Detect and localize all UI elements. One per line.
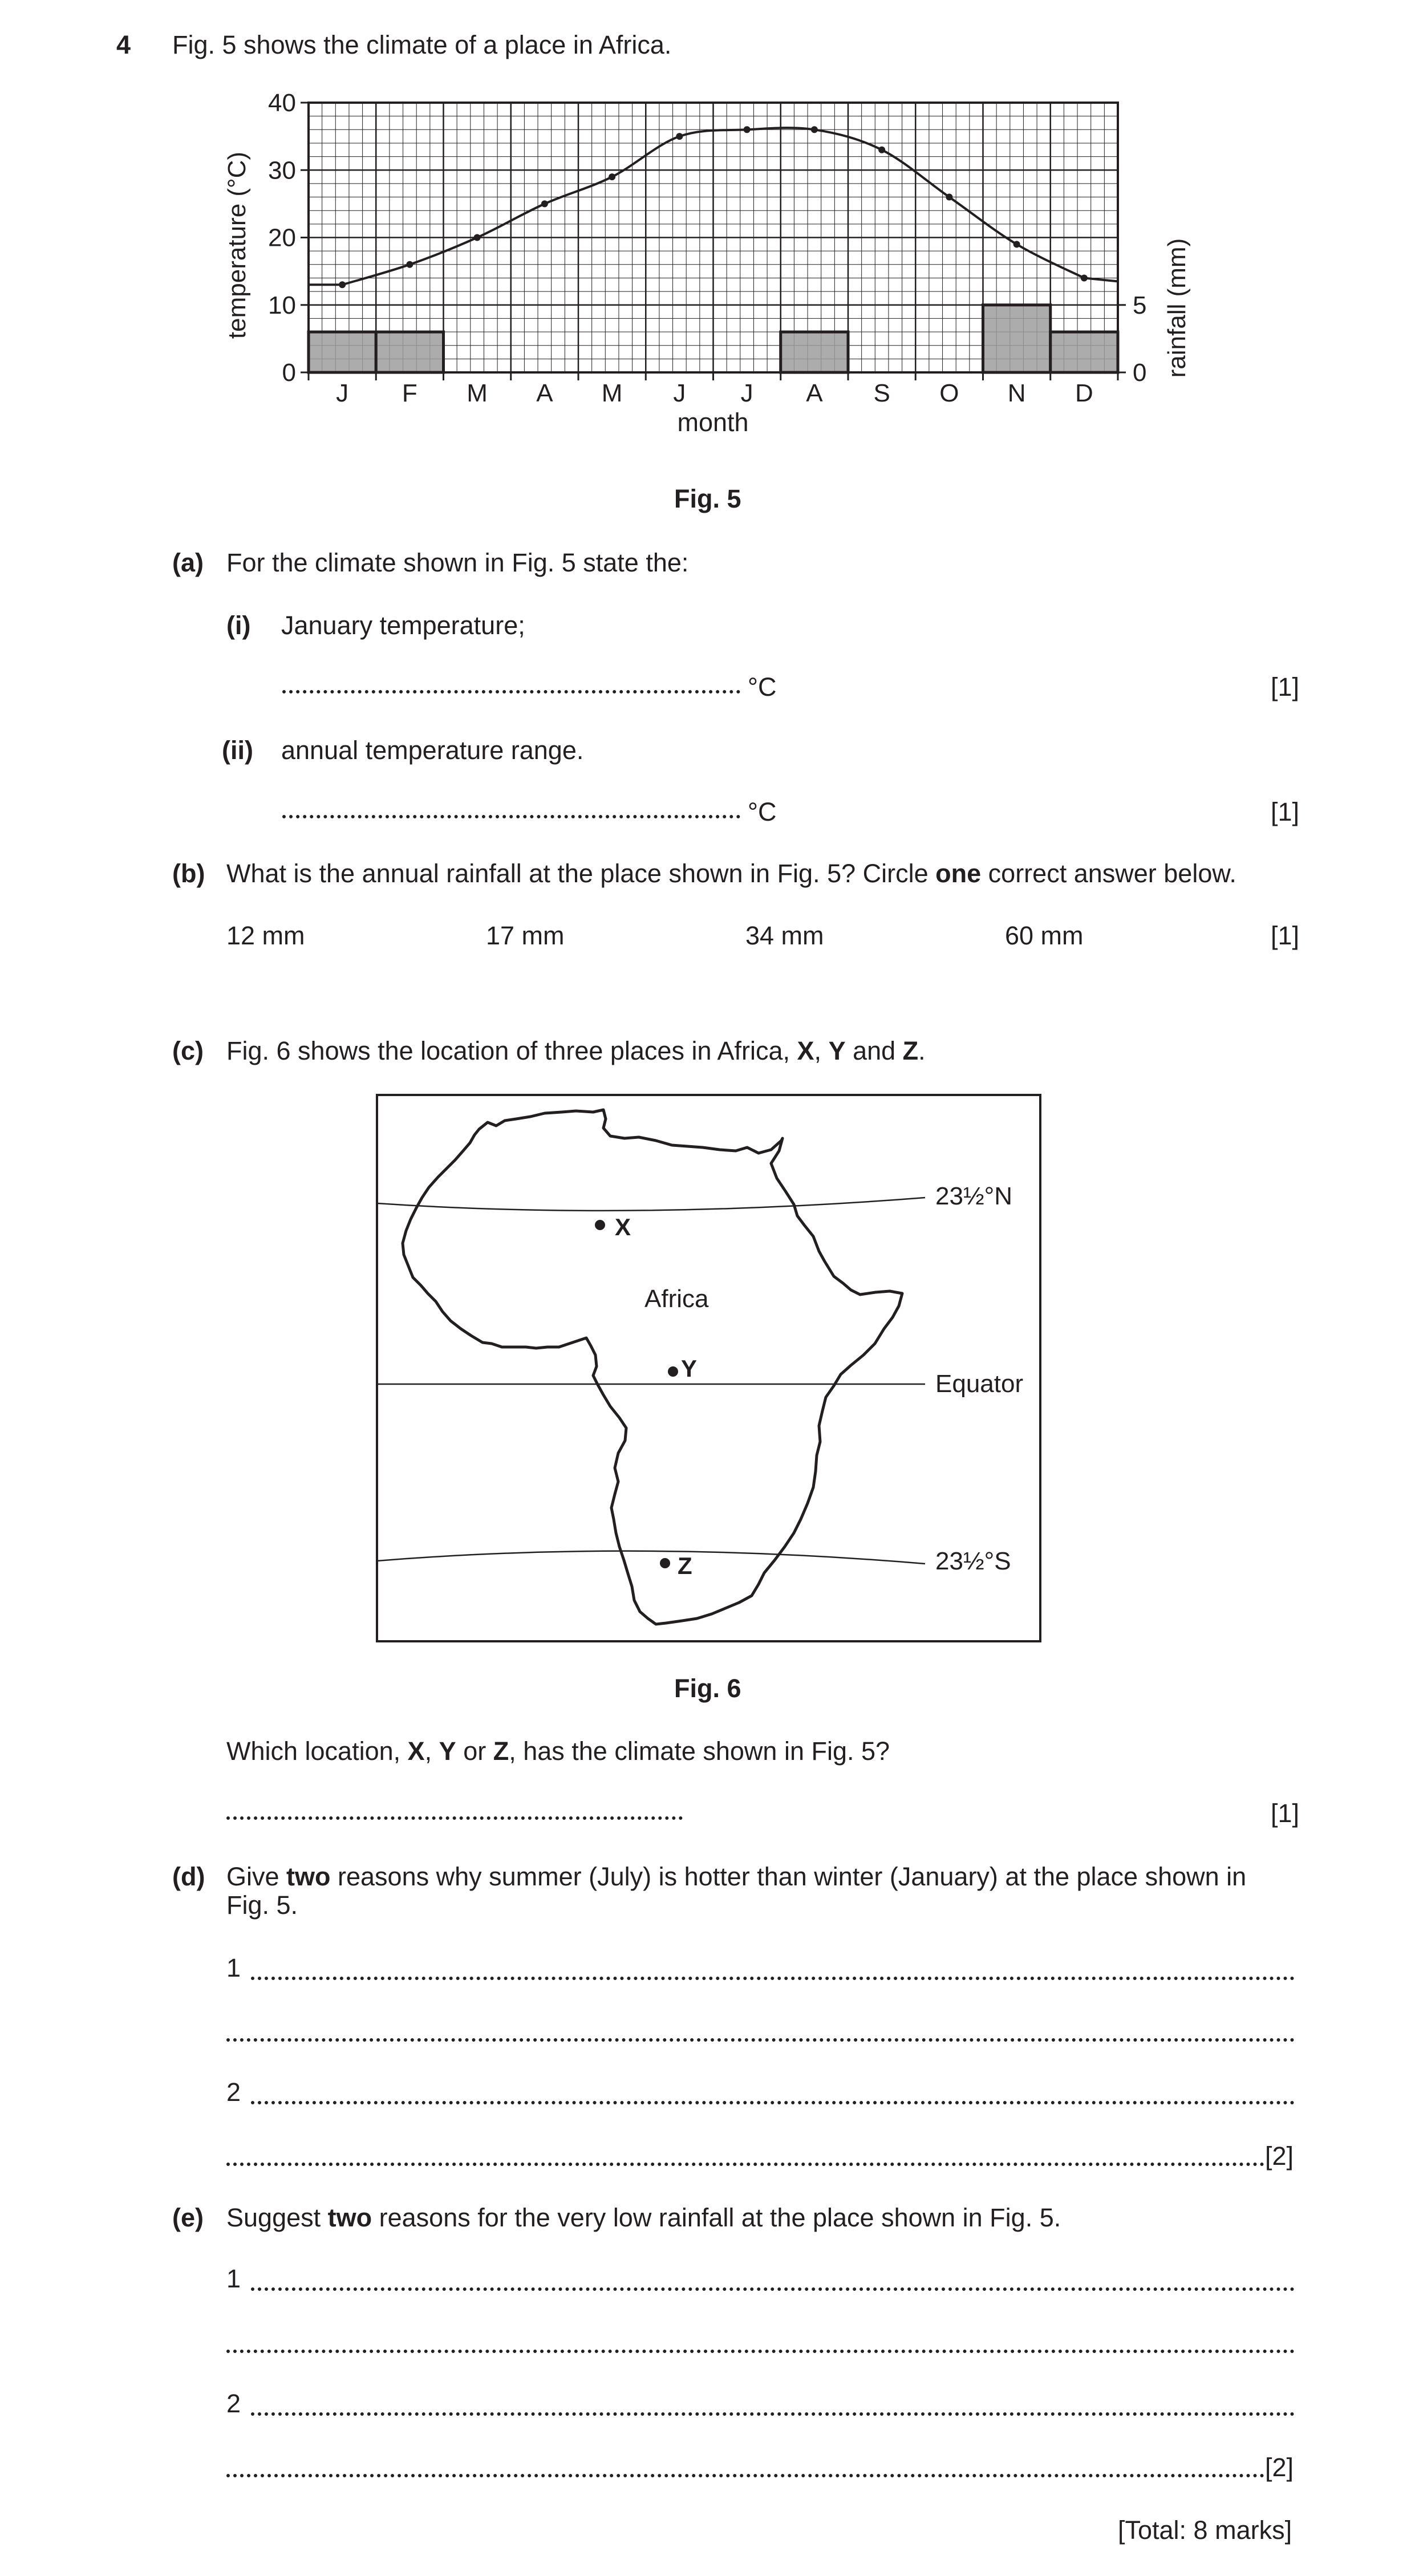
- part-b-label: (b): [172, 859, 205, 888]
- mark-a-ii: [1]: [1271, 797, 1300, 826]
- unit-a-ii: °C: [748, 797, 777, 826]
- part-d-label: (d): [172, 1862, 205, 1891]
- y-tick-label: 30: [268, 156, 296, 185]
- part-d-text: Give two reasons why summer (July) is hotter than winter (January) at the place shown in: [226, 1862, 1247, 1891]
- mark-b: [1]: [1271, 921, 1300, 950]
- answer-line-e-2b[interactable]: [226, 2474, 1264, 2477]
- part-b-text: What is the annual rainfall at the place shown in Fig. 5? Circle one correct answer below.: [226, 859, 1236, 888]
- month-label: S: [873, 379, 890, 407]
- continent-label: Africa: [644, 1285, 709, 1313]
- fig6-caption: Fig. 6: [674, 1674, 741, 1703]
- part-a-text: For the climate shown in Fig. 5 state the:: [226, 548, 689, 577]
- part-a-i-label: (i): [226, 611, 251, 640]
- y-tick-label: 40: [268, 89, 296, 117]
- month-label: J: [336, 379, 349, 407]
- part-e-number-2: 2: [226, 2389, 241, 2418]
- month-label: J: [740, 379, 753, 407]
- part-d-number-1: 1: [226, 1953, 241, 1982]
- part-a-i-text: January temperature;: [281, 611, 525, 640]
- part-e-label: (e): [172, 2203, 204, 2232]
- answer-line-e-1b[interactable]: [226, 2350, 1295, 2353]
- part-e-number-1: 1: [226, 2264, 241, 2293]
- fig5-caption: Fig. 5: [674, 484, 741, 513]
- option-17mm[interactable]: 17 mm: [486, 921, 565, 950]
- part-d-number-2: 2: [226, 2078, 241, 2107]
- y-tick-label: 0: [282, 359, 296, 387]
- mark-c: [1]: [1271, 1799, 1300, 1828]
- location-x-dot: [595, 1220, 605, 1230]
- mark-e: [2]: [1265, 2453, 1294, 2482]
- tropic-of-capricorn-line: [377, 1551, 925, 1564]
- tropic-n-label: 23½°N: [935, 1182, 1013, 1210]
- part-d-text-line2: Fig. 5.: [226, 1891, 298, 1920]
- y2-axis-label: rainfall (mm): [1163, 238, 1191, 378]
- month-label: F: [402, 379, 417, 407]
- answer-line-c[interactable]: [226, 1816, 683, 1820]
- label-y: Y: [681, 1355, 698, 1382]
- mark-a-i: [1]: [1271, 672, 1300, 701]
- tropic-of-cancer-line: [377, 1198, 925, 1211]
- answer-line-d-2b[interactable]: [226, 2163, 1264, 2166]
- y-axis-label: temperature (°C): [223, 151, 251, 339]
- part-c-question: Which location, X, Y or Z, has the climate shown in Fig. 5?: [226, 1737, 890, 1766]
- y2-tick-label: 0: [1133, 359, 1147, 387]
- answer-line-e-1a[interactable]: [251, 2287, 1295, 2291]
- answer-line-d-1b[interactable]: [226, 2038, 1295, 2042]
- y-tick-label: 10: [268, 291, 296, 319]
- month-label: D: [1075, 379, 1093, 407]
- month-label: N: [1007, 379, 1026, 407]
- answer-line-d-1a[interactable]: [251, 1977, 1295, 1980]
- option-60mm[interactable]: 60 mm: [1005, 921, 1084, 950]
- part-e-text: Suggest two reasons for the very low rainfall at the place shown in Fig. 5.: [226, 2203, 1061, 2232]
- mark-d: [2]: [1265, 2141, 1294, 2171]
- label-x: X: [615, 1214, 631, 1240]
- x-axis-label: month: [677, 408, 749, 437]
- month-label: J: [673, 379, 686, 407]
- label-z: Z: [678, 1552, 692, 1579]
- option-12mm[interactable]: 12 mm: [226, 921, 305, 950]
- answer-line-e-2a[interactable]: [251, 2412, 1295, 2416]
- africa-outline: [403, 1110, 902, 1624]
- location-y-dot: [668, 1366, 678, 1377]
- part-c-text: Fig. 6 shows the location of three places in Africa, X, Y and Z.: [226, 1036, 926, 1065]
- tropic-s-label: 23½°S: [935, 1547, 1011, 1575]
- month-label: M: [601, 379, 623, 407]
- option-34mm[interactable]: 34 mm: [745, 921, 824, 950]
- month-label: M: [467, 379, 488, 407]
- month-label: A: [536, 379, 553, 407]
- part-a-ii-label: (ii): [222, 736, 253, 765]
- part-a-label: (a): [172, 548, 204, 577]
- part-c-label: (c): [172, 1036, 204, 1065]
- y-tick-label: 20: [268, 224, 296, 252]
- equator-label: Equator: [935, 1370, 1024, 1398]
- total-marks: [Total: 8 marks]: [1118, 2516, 1292, 2545]
- question-intro: Fig. 5 shows the climate of a place in Africa.: [172, 30, 672, 59]
- question-number: 4: [116, 30, 131, 59]
- location-z-dot: [660, 1558, 670, 1568]
- part-a-ii-text: annual temperature range.: [281, 736, 584, 765]
- y2-tick-label: 5: [1133, 291, 1147, 319]
- month-label: A: [806, 379, 823, 407]
- answer-line-d-2a[interactable]: [251, 2101, 1295, 2104]
- month-label: O: [939, 379, 959, 407]
- unit-a-i: °C: [748, 672, 777, 701]
